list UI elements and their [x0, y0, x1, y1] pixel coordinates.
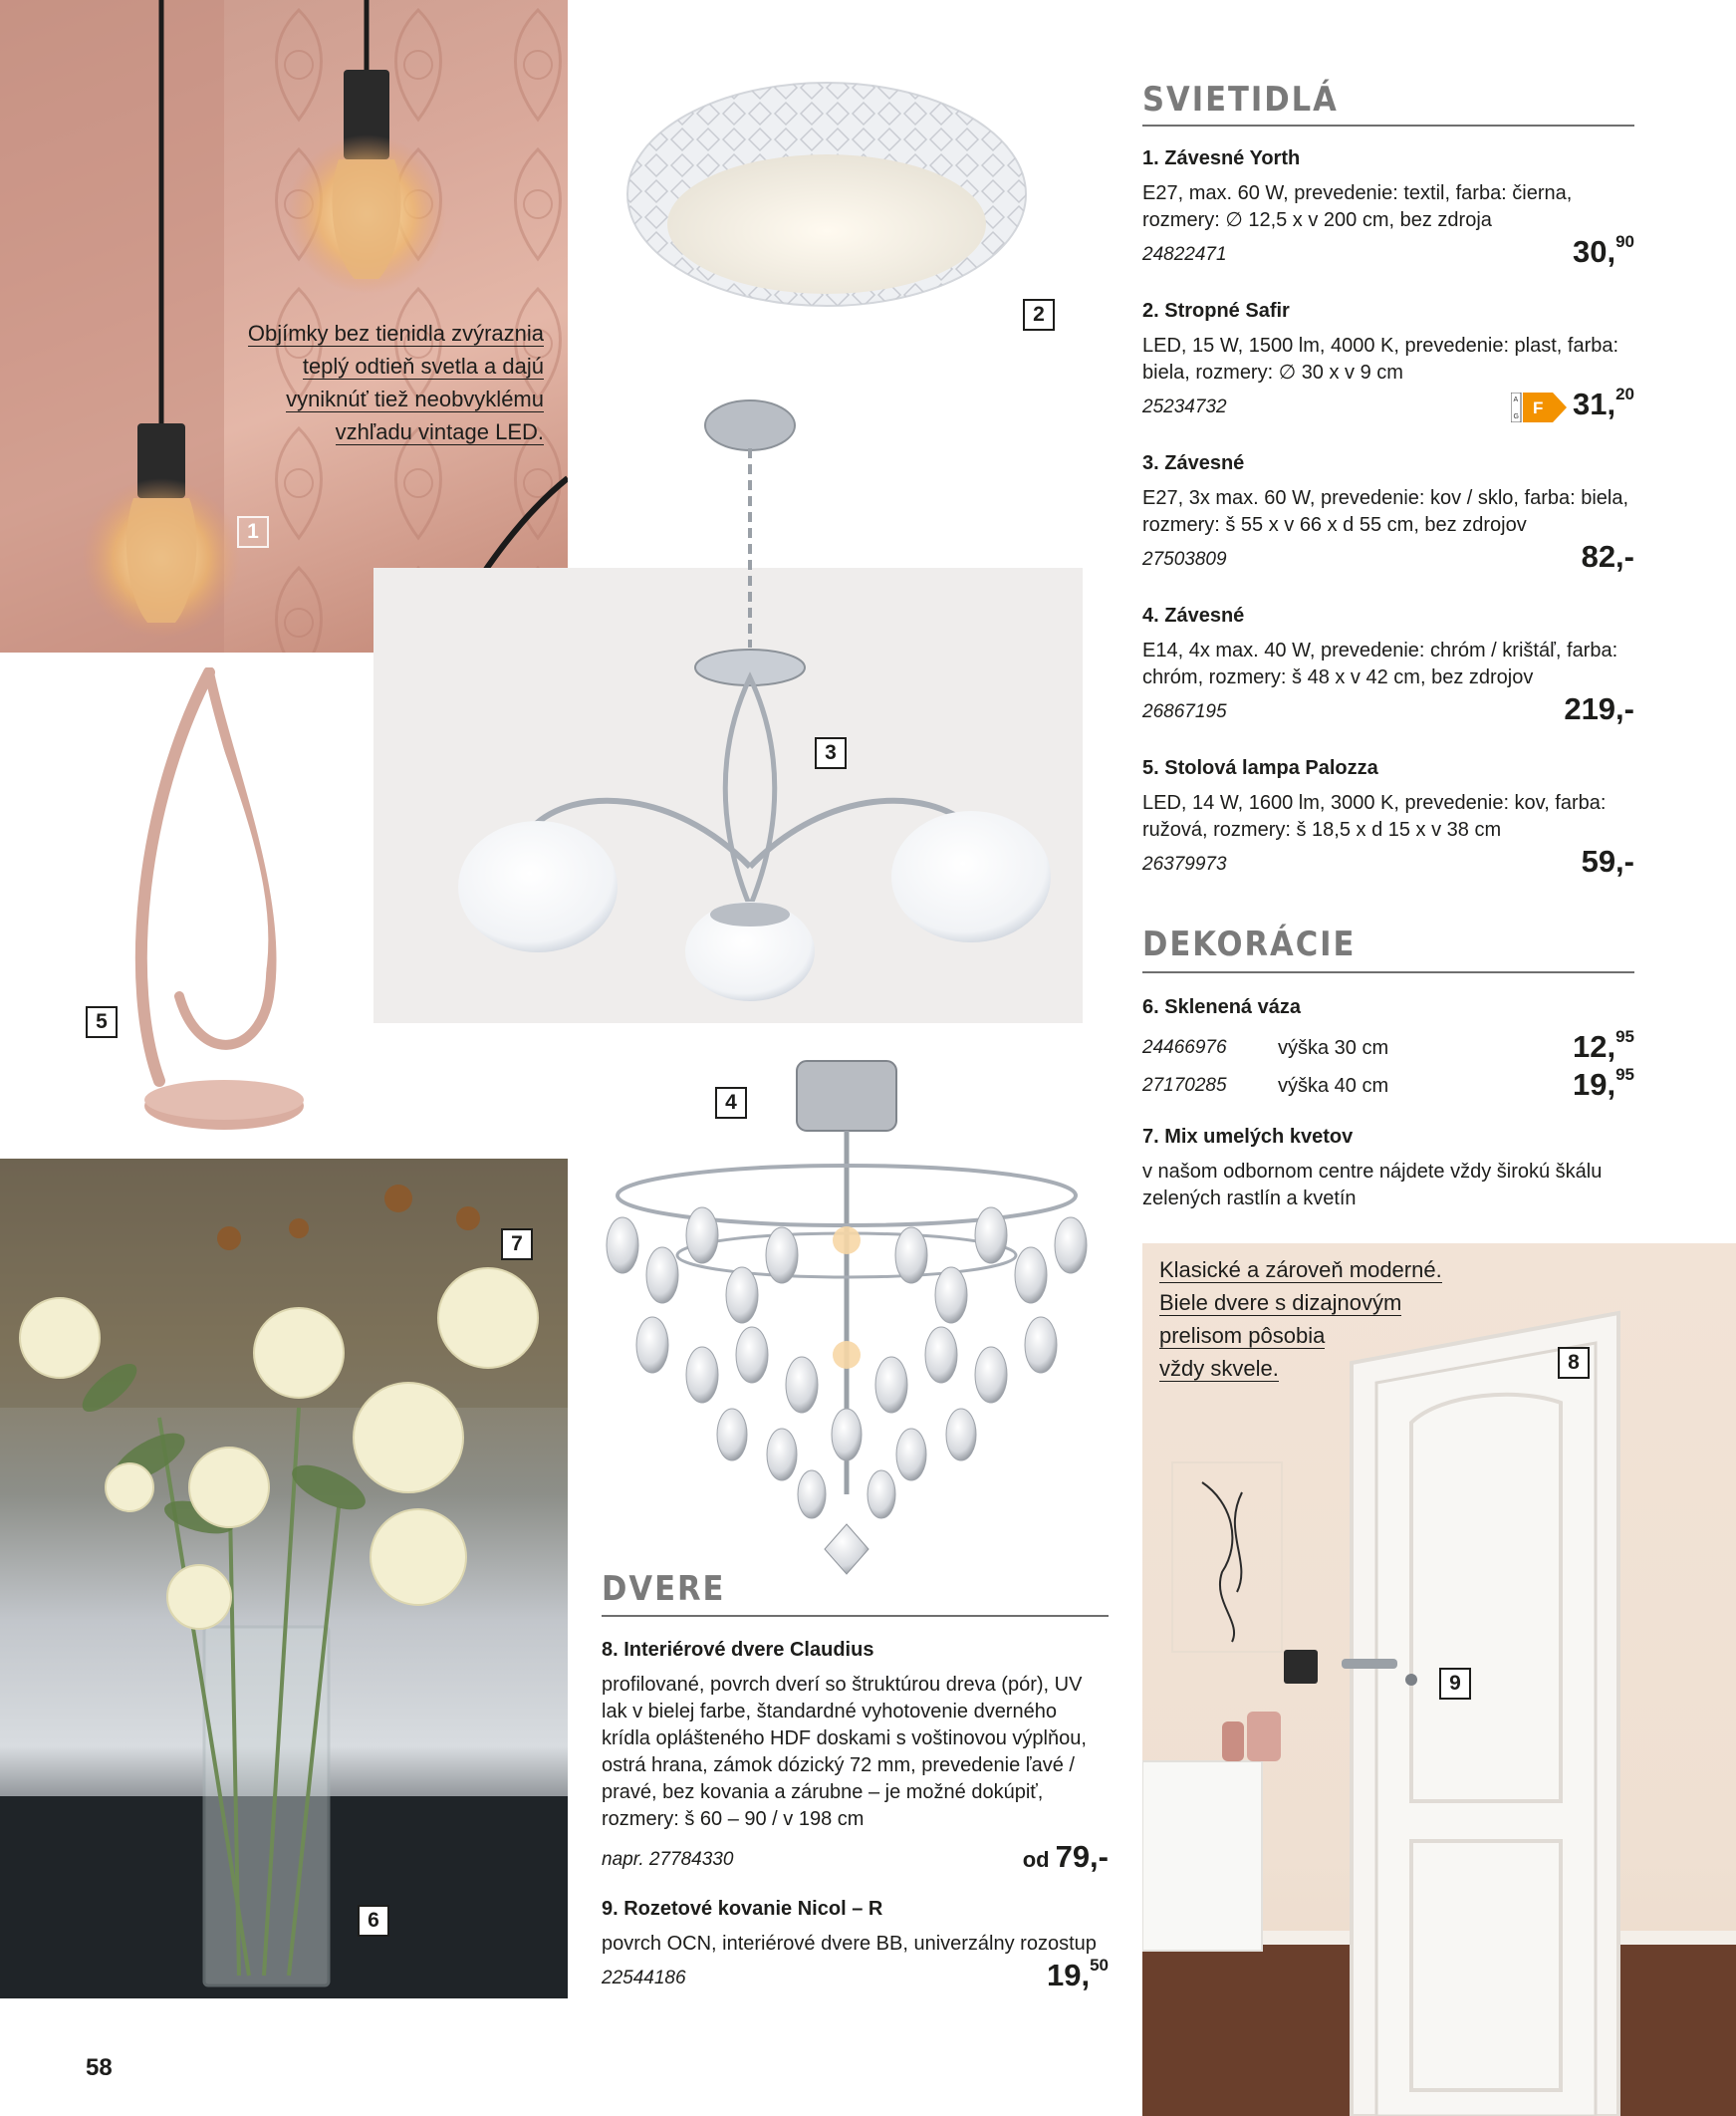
product-desc: v našom odbornom centre nájdete vždy širokú škálu zelených rastlín a kvetín	[1142, 1161, 1603, 1209]
page-number: 58	[86, 2054, 113, 2081]
product-code: 24466976	[1142, 1037, 1227, 1058]
product-price	[1573, 387, 1634, 422]
price-cents: 95	[1615, 1065, 1634, 1084]
price-main: 19,	[1572, 1067, 1616, 1102]
price-main: 30,	[1572, 234, 1616, 269]
product-price	[1023, 1839, 1109, 1875]
price-main: 19,	[1046, 1958, 1091, 1992]
crystal-chandelier-photo	[583, 1056, 1111, 1579]
product-desc: LED, 15 W, 1500 lm, 4000 K, prevedenie: plast, farba: biela, rozmery: ∅ 30 x v 9 cm	[1142, 335, 1619, 384]
product-code: 22544186	[602, 1968, 686, 1988]
marker-2: 2	[1023, 299, 1055, 331]
decor-title-rule	[1142, 971, 1634, 973]
doors-list	[602, 1639, 1109, 1997]
three-arm-pendant-illustration	[373, 398, 1083, 1023]
lights-list	[1142, 147, 1634, 910]
price-prefix: od	[1022, 1847, 1050, 1872]
product-desc: E27, 3x max. 60 W, prevedenie: kov / sklo, farba: biela, rozmery: š 55 x v 66 x d 55 cm, bez zdrojov	[1142, 487, 1629, 536]
vase-height: výška 40 cm	[1278, 1075, 1389, 1097]
product-price-row	[1142, 234, 1634, 274]
product-title: 5. Stolová lampa Palozza	[1142, 757, 1378, 779]
marker-3: 3	[815, 737, 847, 769]
product-desc: E14, 4x max. 40 W, prevedenie: chróm / krištáľ, farba: chróm, rozmery: š 48 x v 42 cm, bez zdrojov	[1142, 640, 1618, 688]
table-lamp-illustration	[120, 667, 309, 1136]
marker-1: 1	[237, 516, 269, 548]
price-cents: 50	[1090, 1956, 1109, 1975]
pendant-caption-line: Objímky bez tienidla zvýraznia	[247, 321, 544, 346]
price-main: 219,-	[1564, 691, 1634, 726]
price-main: 79,-	[1055, 1839, 1109, 1874]
door-caption-line: Biele dvere s dizajnovým	[1159, 1290, 1402, 1315]
product-code: 26379973	[1142, 854, 1227, 875]
product-title: 1. Závesné Yorth	[1142, 147, 1301, 169]
ceiling-light-photo	[618, 75, 1036, 314]
marker-9: 9	[1439, 1668, 1471, 1700]
doors-title-rule	[602, 1615, 1109, 1617]
price-cents: 95	[1615, 1027, 1634, 1046]
decor-section-title: DEKORÁCIE	[1142, 925, 1357, 964]
product-pendant-3	[1142, 452, 1634, 605]
product-code: 27503809	[1142, 549, 1227, 570]
price-main: 82,-	[1581, 539, 1634, 574]
product-price	[1047, 1958, 1109, 1993]
door-caption-line: prelisom pôsobia	[1159, 1323, 1326, 1348]
marker-7: 7	[501, 1228, 533, 1260]
product-price	[1573, 1029, 1634, 1065]
energy-class: F	[1533, 398, 1544, 417]
product-title: 9. Rozetové kovanie Nicol – R	[602, 1898, 883, 1920]
product-code: napr. 27784330	[602, 1849, 734, 1870]
energy-label-icon	[1511, 393, 1567, 422]
vase-variant	[1142, 1029, 1634, 1067]
three-arm-pendant-photo	[373, 398, 1083, 1023]
product-price-row	[602, 1839, 1109, 1879]
price-main: 59,-	[1581, 844, 1634, 879]
lights-title-rule	[1142, 125, 1634, 127]
product-desc: profilované, povrch dverí so štruktúrou dreva (pór), UV lak v bielej farbe, štandardné vyhotovenie dverného krídla oplášteného HDF doskami s voštinovou výplňou, ostrá hrana, zámok dózický 72 mm, prevedenie ľavé / pravé, bez kovania a zárubne – je možné dokúpiť, rozmery: š 60 – 90 / v 198 cm	[602, 1674, 1087, 1830]
product-price	[1582, 539, 1634, 575]
product-title: 7. Mix umelých kvetov	[1142, 1126, 1354, 1148]
pendant-caption-line: teplý odtieň svetla a dajú	[302, 354, 544, 379]
vase-variant	[1142, 1067, 1634, 1105]
product-price-row	[1142, 387, 1634, 426]
product-code: 26867195	[1142, 701, 1227, 722]
decor-list	[1142, 996, 1634, 1212]
product-claudius	[602, 1639, 1109, 1898]
price-cents: 20	[1615, 385, 1634, 403]
marker-6: 6	[358, 1905, 389, 1937]
product-price-row	[1142, 844, 1634, 884]
product-price	[1582, 844, 1634, 880]
product-code: 24822471	[1142, 244, 1227, 265]
product-price	[1573, 1067, 1634, 1103]
product-nicol	[602, 1898, 1109, 1997]
marker-4: 4	[715, 1087, 747, 1119]
pendant-caption-line: vzhľadu vintage LED.	[335, 419, 544, 444]
ceiling-light-illustration	[618, 75, 1036, 314]
product-title: 8. Interiérové dvere Claudius	[602, 1639, 874, 1661]
flowers-illustration	[0, 1159, 568, 1998]
product-flowers	[1142, 1126, 1634, 1212]
product-title: 6. Sklenená váza	[1142, 996, 1301, 1018]
price-main: 31,	[1572, 387, 1616, 421]
price-cents: 90	[1615, 232, 1634, 251]
product-price	[1564, 691, 1634, 727]
product-desc: E27, max. 60 W, prevedenie: textil, farba: čierna, rozmery: ∅ 12,5 x v 200 cm, bez zdroja	[1142, 182, 1573, 231]
flowers-photo	[0, 1159, 568, 1998]
product-title: 3. Závesné	[1142, 452, 1245, 474]
product-title: 2. Stropné Safir	[1142, 300, 1290, 322]
product-vase	[1142, 996, 1634, 1126]
product-price	[1573, 234, 1634, 270]
door-caption	[1159, 1253, 1478, 1385]
marker-5: 5	[86, 1006, 118, 1038]
product-title: 4. Závesné	[1142, 605, 1245, 627]
product-desc: povrch OCN, interiérové dvere BB, univerzálny rozostup	[602, 1933, 1097, 1955]
price-main: 12,	[1572, 1029, 1616, 1064]
product-price-row	[602, 1958, 1109, 1997]
svg-text:G: G	[1513, 413, 1519, 420]
crystal-chandelier-illustration	[583, 1056, 1111, 1579]
doors-section-title: DVERE	[602, 1569, 726, 1609]
product-price-row	[1142, 539, 1634, 579]
product-price-row	[1142, 691, 1634, 731]
product-palozza	[1142, 757, 1634, 910]
vase-height: výška 30 cm	[1278, 1037, 1389, 1059]
lights-section-title: SVIETIDLÁ	[1142, 80, 1339, 120]
door-caption-line: vždy skvele.	[1159, 1356, 1279, 1381]
product-desc: LED, 14 W, 1600 lm, 3000 K, prevedenie: kov, farba: ružová, rozmery: š 18,5 x d 15 x v 38 cm	[1142, 792, 1607, 841]
door-caption-line: Klasické a zároveň moderné.	[1159, 1257, 1442, 1282]
pendant-caption-line: vyniknúť tiež neobvyklému	[286, 387, 544, 411]
table-lamp-photo	[120, 667, 309, 1136]
svg-text:A: A	[1513, 397, 1519, 403]
product-pendant-4	[1142, 605, 1634, 757]
product-yorth	[1142, 147, 1634, 300]
product-code: 25234732	[1142, 397, 1227, 417]
marker-8: 8	[1558, 1347, 1590, 1379]
product-code: 27170285	[1142, 1075, 1227, 1096]
product-safir	[1142, 300, 1634, 452]
